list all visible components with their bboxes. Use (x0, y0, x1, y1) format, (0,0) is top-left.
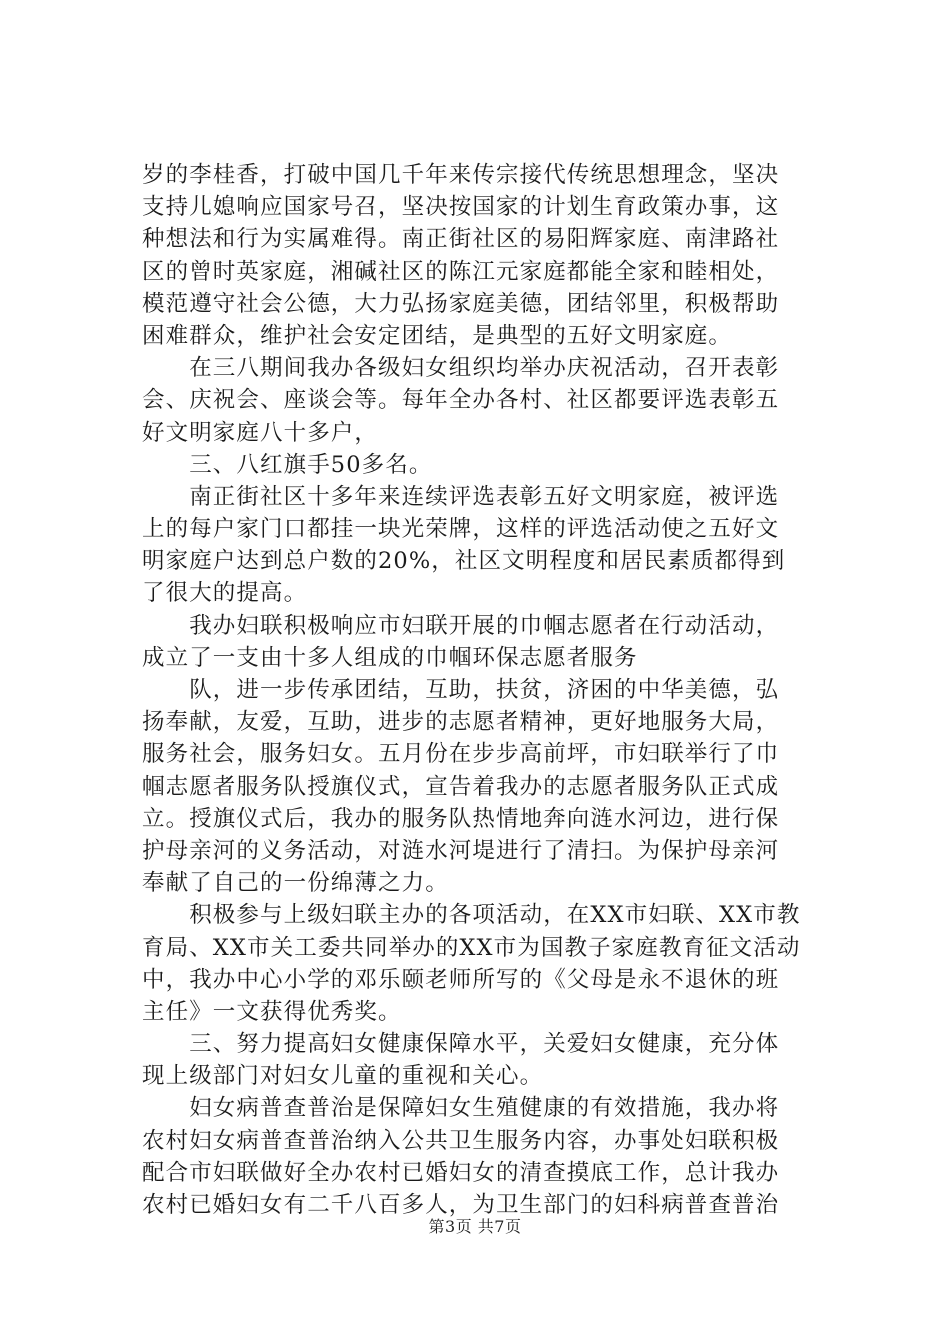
body-text (142, 159, 842, 1221)
text-line: 配合市妇联做好全办农村已婚妇女的清查摸底工作，总计我办 (142, 1159, 780, 1186)
text-line: 成立了一支由十多人组成的巾帼环保志愿者服务 (142, 644, 638, 671)
text-line: 服务社会，服务妇女。五月份在步步高前坪，市妇联举行了巾 (142, 741, 780, 768)
text-line: 明家庭户达到总户数的20%，社区文明程度和居民素质都得到 (142, 548, 786, 575)
text-line: 南正街社区十多年来连续评选表彰五好文明家庭，被评选 (142, 483, 780, 510)
text-line: 奉献了自己的一份绵薄之力。 (142, 870, 449, 897)
text-line: 队，进一步传承团结，互助，扶贫，济困的中华美德，弘 (142, 677, 780, 703)
text-line: 妇女病普查普治是保障妇女生殖健康的有效措施，我办将 (142, 1095, 780, 1122)
text-line: 会、庆祝会、座谈会等。每年全办各村、社区都要评选表彰五 (142, 387, 780, 414)
text-line: 三、八红旗手50多名。 (142, 451, 433, 478)
page-footer (0, 1216, 950, 1238)
text-line: 我办妇联积极响应市妇联开展的巾帼志愿者在行动活动， (142, 612, 780, 639)
text-line: 好文明家庭八十多户， (142, 419, 379, 446)
text-line: 护母亲河的义务活动，对涟水河堤进行了清扫。为保护母亲河 (142, 837, 780, 864)
text-line: 立。授旗仪式后，我办的服务队热情地奔向涟水河边，进行保 (142, 805, 780, 832)
text-line: 岁的李桂香，打破中国几千年来传宗接代传统思想理念，坚决 (142, 162, 780, 188)
text-line: 现上级部门对妇女儿童的重视和关心。 (142, 1063, 544, 1090)
text-line: 中，我办中心小学的邓乐颐老师所写的《父母是永不退休的班 (142, 966, 780, 993)
text-line: 扬奉献，友爱，互助，进步的志愿者精神，更好地服务大局， (142, 709, 780, 736)
text-line: 在三八期间我办各级妇女组织均举办庆祝活动，召开表彰 (142, 355, 780, 382)
text-line: 区的曾时英家庭，湘碱社区的陈江元家庭都能全家和睦相处， (142, 258, 780, 285)
text-line: 模范遵守社会公德，大力弘扬家庭美德，团结邻里，积极帮助 (142, 290, 780, 317)
text-line: 种想法和行为实属难得。南正街社区的易阳辉家庭、南津路社 (142, 226, 780, 253)
text-line: 三、努力提高妇女健康保障水平，关爱妇女健康，充分体 (142, 1031, 780, 1058)
text-line: 了很大的提高。 (142, 580, 308, 607)
text-line: 农村妇女病普查普治纳入公共卫生服务内容，办事处妇联积极 (142, 1127, 780, 1154)
text-line: 上的每户家门口都挂一块光荣牌，这样的评选活动使之五好文 (142, 516, 780, 543)
text-line: 帼志愿者服务队授旗仪式，宣告着我办的志愿者服务队正式成 (142, 773, 780, 800)
text-line: 困难群众，维护社会安定团结，是典型的五好文明家庭。 (142, 322, 733, 349)
text-line: 主任》一文获得优秀奖。 (142, 998, 402, 1025)
text-line: 农村已婚妇女有二千八百多人，为卫生部门的妇科病普查普治 (142, 1192, 780, 1218)
text-line: 积极参与上级妇联主办的各项活动，在XX市妇联、XX市教 (142, 902, 801, 929)
text-line: 育局、XX市关工委共同举办的XX市为国教子家庭教育征文活动 (142, 934, 801, 961)
text-line: 支持儿媳响应国家号召，坚决按国家的计划生育政策办事，这 (142, 194, 780, 221)
page-number-label: 第3页 共7页 (428, 1217, 522, 1236)
